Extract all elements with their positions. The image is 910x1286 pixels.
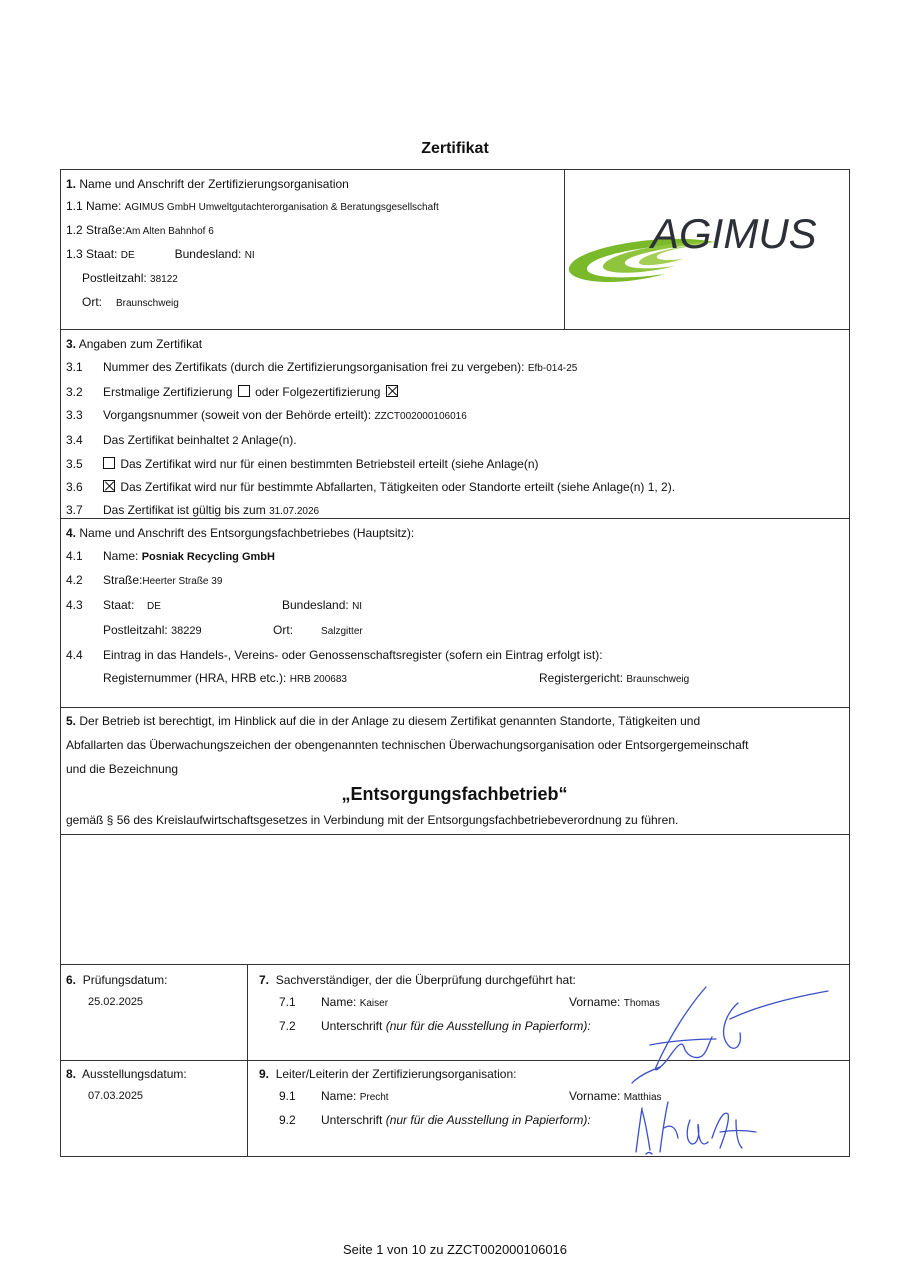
s4-row-42: 4.2 Straße:Heerter Straße 39 <box>66 573 223 587</box>
follow-cert-checkbox <box>386 385 398 397</box>
entsorgungsfachbetrieb-title: „Entsorgungsfachbetrieb“ <box>341 784 568 804</box>
s5-line-1: 5. Der Betrieb ist berechtigt, im Hinblick auf die in der Anlage zu diesem Zertifikat genannten Standorte, Tätigkeiten und <box>66 714 701 728</box>
section-6 <box>66 973 167 1009</box>
s1-heading: 1. Name und Anschrift der Zertifizierungsorganisation <box>66 177 349 191</box>
s4-row-plz: Postleitzahl: 38229 Ort: Salzgitter <box>103 623 363 637</box>
divider-blank <box>60 834 849 835</box>
s7-label: 7. Sachverständiger, der die Überprüfung durchgeführt hat: <box>259 973 576 987</box>
s4-row-41: 4.1 Name: Posniak Recycling GmbH <box>66 549 275 563</box>
divider-dates <box>247 964 248 1156</box>
s3-row-32: 3.2 Erstmalige Zertifizierung oder Folgezertifizierung <box>66 385 675 399</box>
s7-row-72: 7.2 Unterschrift (nur für die Ausstellung in Papierform): <box>279 1019 591 1033</box>
s1-street-row: 1.2 Straße:Am Alten Bahnhof 6 <box>66 223 214 237</box>
s4-row-register: Registernummer (HRA, HRB etc.): HRB 200683 Registergericht: Braunschweig <box>103 671 690 685</box>
s9-row-92: 9.2 Unterschrift (nur für die Ausstellung in Papierform): <box>279 1113 591 1127</box>
section-4 <box>66 526 843 687</box>
betriebsteil-checkbox <box>103 457 115 469</box>
s5-line-3: und die Bezeichnung <box>66 762 179 776</box>
first-cert-checkbox <box>238 385 250 397</box>
s5-line-2: Abfallarten das Überwachungszeichen der obengenannten technischen Überwachungsorganisation oder Entsorgergemeinschaft <box>66 738 749 752</box>
s1-ort-row: Ort: Braunschweig <box>82 295 179 309</box>
section-1 <box>66 177 439 311</box>
s6-label: 6. Prüfungsdatum: <box>66 973 168 987</box>
s9-row-91: 9.1 Name: Precht Vorname: Matthias <box>279 1089 662 1103</box>
s4-row-44: 4.4 Eintrag in das Handels-, Vereins- oder Genossenschaftsregister (sofern ein Eintrag erfolgt ist): <box>66 648 603 662</box>
agimus-logo-text: AGIMUS <box>651 210 817 257</box>
divider-s5 <box>60 707 849 708</box>
s1-name-row: 1.1 Name: AGIMUS GmbH Umweltgutachterorganisation & Beratungsgesellschaft <box>66 199 439 213</box>
divider-s3 <box>60 329 849 330</box>
s3-row-34: 3.4 Das Zertifikat beinhaltet 2 Anlage(n). <box>66 433 297 447</box>
section-5 <box>66 714 748 776</box>
s3-row-35: 3.5 Das Zertifikat wird nur für einen bestimmten Betriebsteil erteilt (siehe Anlage(n) <box>66 457 539 471</box>
page-footer: Seite 1 von 10 zu ZZCT002000106016 <box>342 1242 568 1257</box>
s1-state-row: 1.3 Staat: DE Bundesland: NI <box>66 247 255 261</box>
signature-director <box>628 1080 768 1158</box>
s9-label: 9. Leiter/Leiterin der Zertifizierungsorganisation: <box>259 1067 517 1081</box>
divider-s6 <box>60 964 849 965</box>
s8-value: 07.03.2025 <box>88 1090 144 1102</box>
section-3 <box>66 337 675 519</box>
s3-row-36: 3.6 Das Zertifikat wird nur für bestimmte Abfallarten, Tätigkeiten oder Standorte erteilt (siehe Anlage(n) 1, 2). <box>66 480 676 494</box>
abfallarten-checkbox <box>103 480 115 492</box>
s1-plz-row: Postleitzahl: 38122 <box>82 271 178 285</box>
s5-line-4: gemäß § 56 des Kreislaufwirtschaftsgesetzes in Verbindung mit der Entsorgungsfachbetriebeverordnung zu führen. <box>66 813 679 827</box>
document-title: Zertifikat <box>421 140 489 157</box>
s8-label: 8. Ausstellungsdatum: <box>66 1067 187 1081</box>
s3-row-37: 3.7 Das Zertifikat ist gültig bis zum 31.07.2026 <box>66 503 320 517</box>
section-8 <box>66 1067 187 1103</box>
signature-expert <box>620 975 840 1085</box>
agimus-logo <box>565 190 848 300</box>
s7-row-71: 7.1 Name: Kaiser Vorname: Thomas <box>279 995 660 1009</box>
s3-row-31: 3.1 Nummer des Zertifikats (durch die Zertifizierungsorganisation frei zu vergeben): Efb-014-25 <box>66 360 578 374</box>
s6-value: 25.02.2025 <box>88 996 144 1008</box>
agimus-swoosh-icon <box>565 190 848 300</box>
s3-heading: 3. Angaben zum Zertifikat <box>66 337 203 351</box>
s3-row-33: 3.3 Vorgangsnummer (soweit von der Behörde erteilt): ZZCT002000106016 <box>66 408 467 422</box>
s4-heading: 4. Name und Anschrift des Entsorgungsfachbetriebes (Hauptsitz): <box>66 526 415 540</box>
s4-row-43: 4.3 Staat: DE Bundesland: NI <box>66 598 363 612</box>
